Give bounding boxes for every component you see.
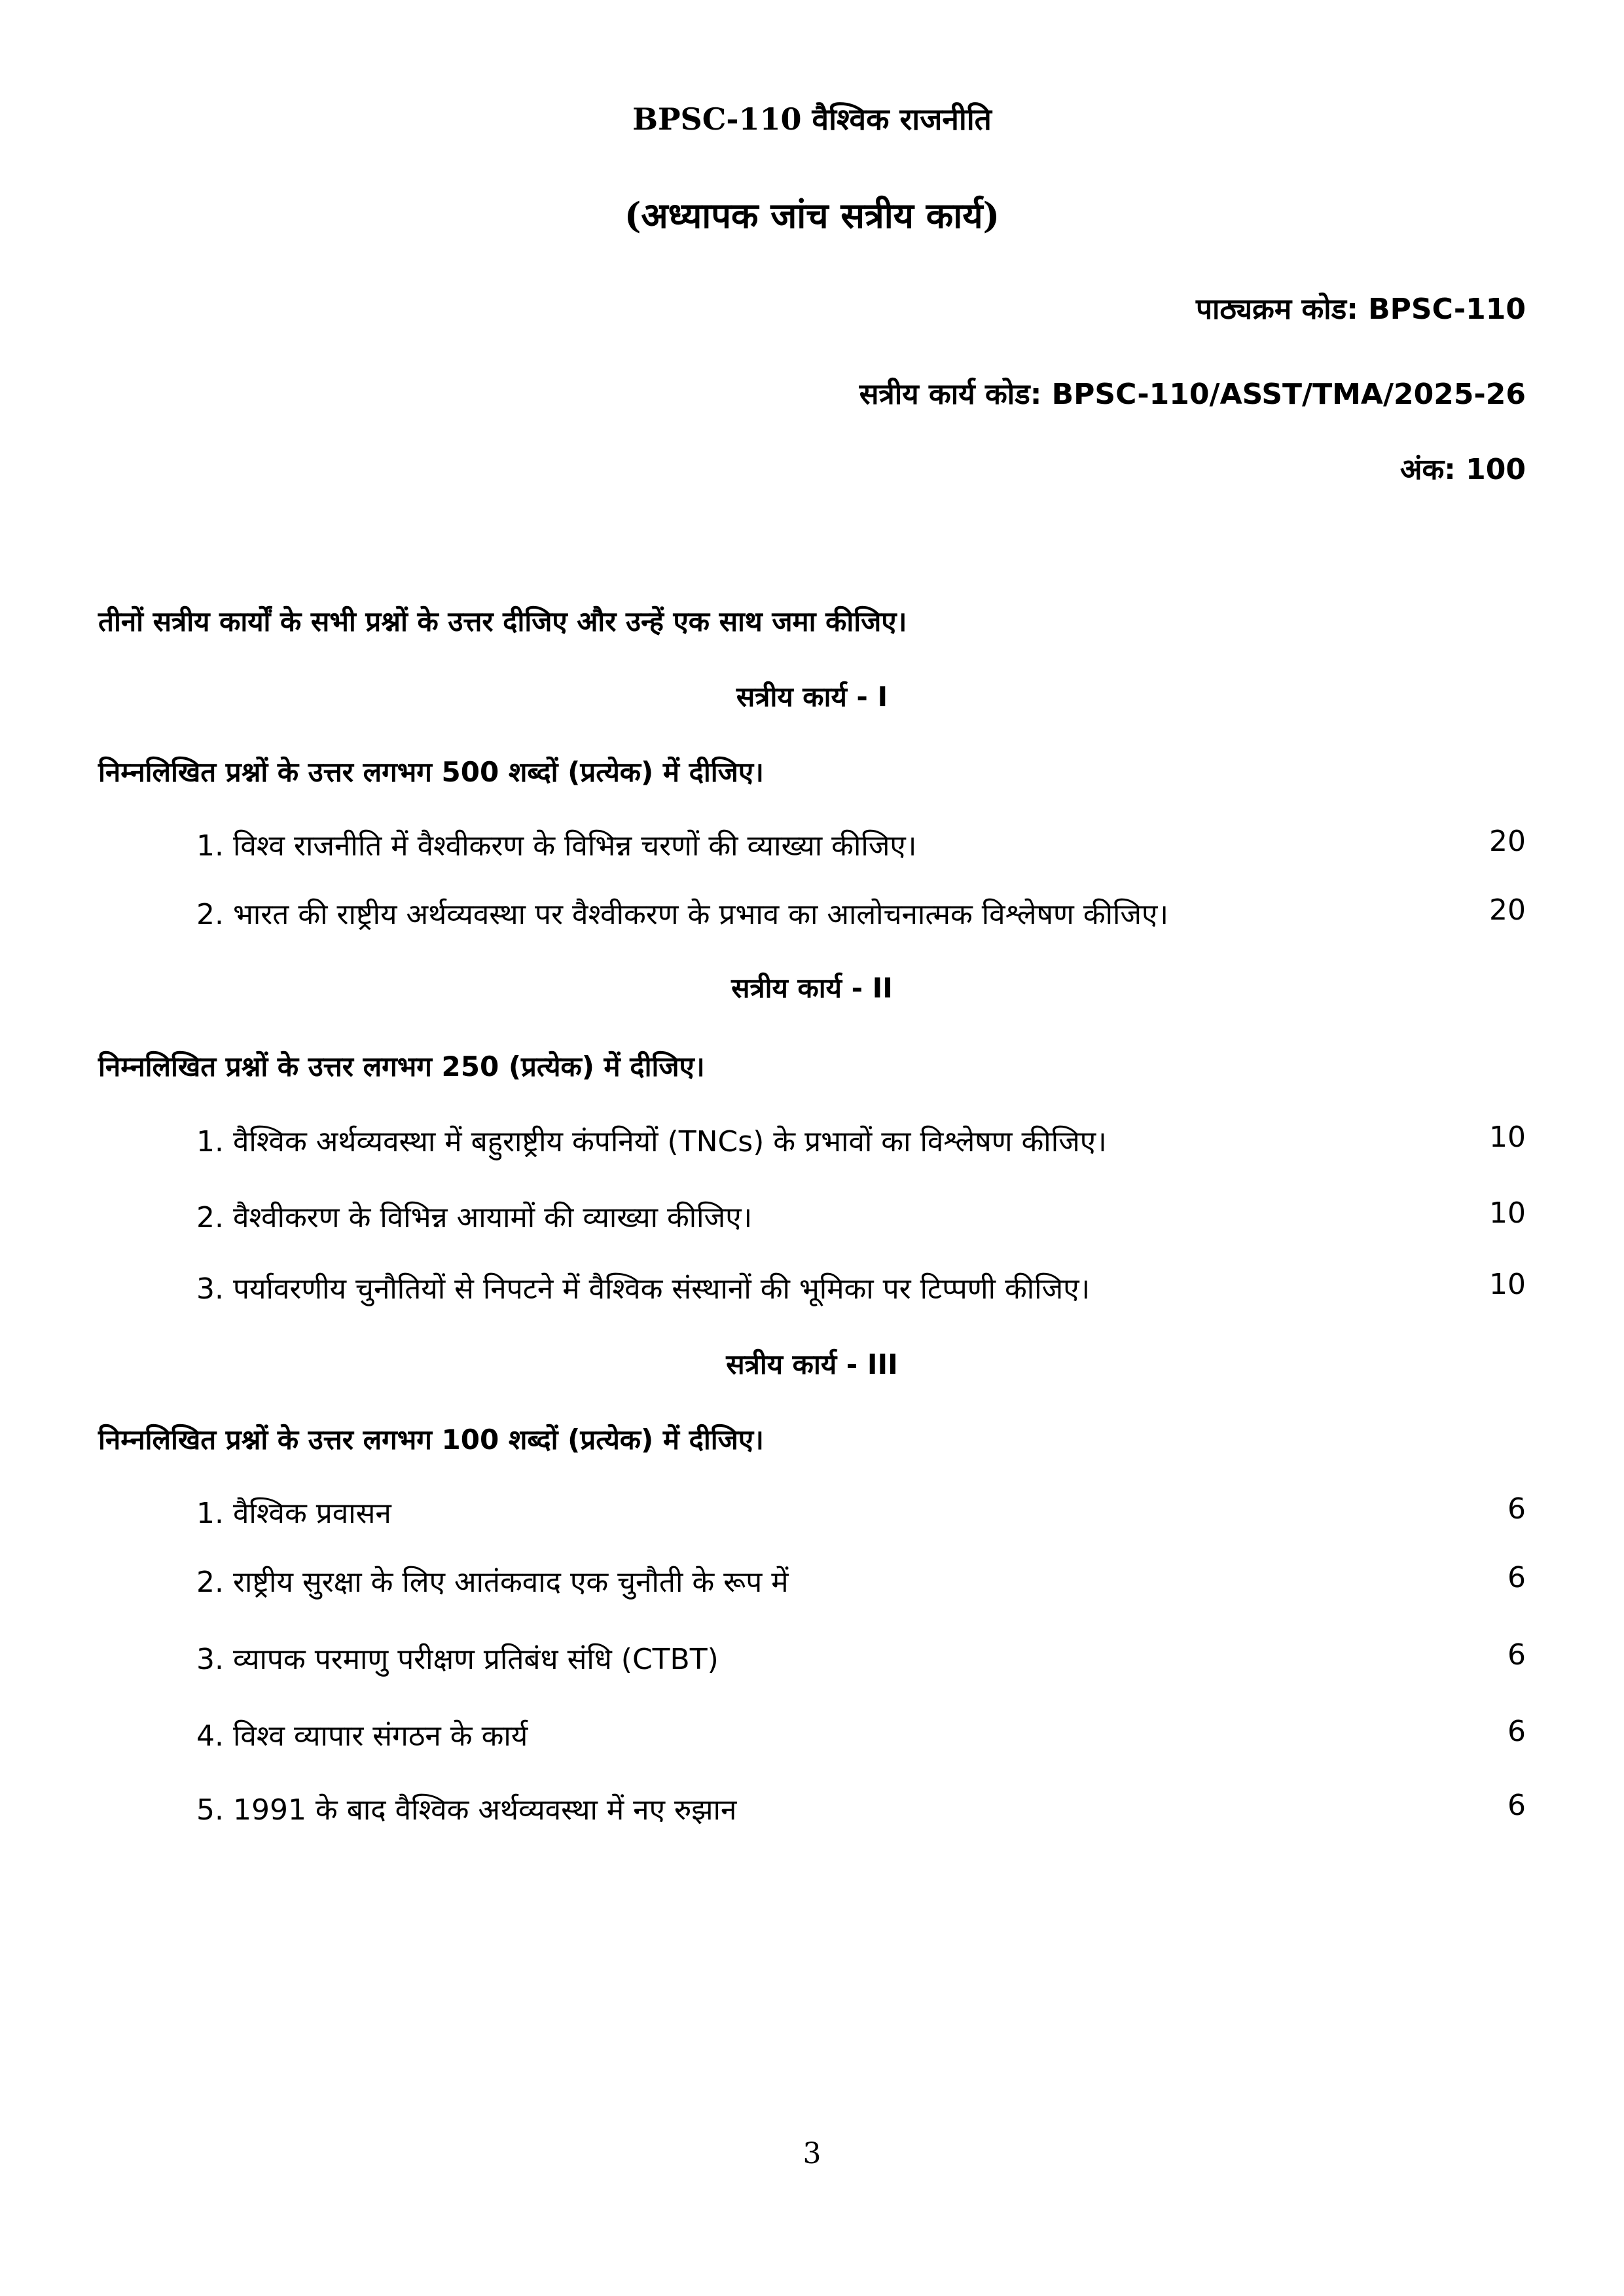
question-text: 1. वैश्विक अर्थव्यवस्था में बहुराष्ट्रीय कंपनियों (TNCs) के प्रभावों का विश्लेषण कीजिए। xyxy=(196,1125,1107,1158)
total-marks: अंक: 100 xyxy=(1399,453,1526,486)
section-heading: सत्रीय कार्य - II xyxy=(731,972,893,1004)
question-marks: 10 xyxy=(1489,1196,1526,1230)
question-text: 2. वैश्वीकरण के विभिन्न आयामों की व्याख्या कीजिए। xyxy=(196,1201,753,1234)
question-marks: 10 xyxy=(1489,1121,1526,1154)
question-marks: 20 xyxy=(1489,893,1526,927)
question-text: 3. व्यापक परमाणु परीक्षण प्रतिबंध संधि (CTBT) xyxy=(196,1643,719,1676)
document-subtitle: (अध्यापक जांच सत्रीय कार्य) xyxy=(624,194,1000,236)
section-heading: सत्रीय कार्य - I xyxy=(736,681,888,713)
question-marks: 20 xyxy=(1489,825,1526,858)
section-instruction: निम्नलिखित प्रश्नों के उत्तर लगभग 500 शब्दों (प्रत्येक) में दीजिए। xyxy=(98,756,764,788)
question-marks: 6 xyxy=(1507,1638,1526,1672)
question-text: 2. भारत की राष्ट्रीय अर्थव्यवस्था पर वैश्वीकरण के प्रभाव का आलोचनात्मक विश्लेषण कीजिए। xyxy=(196,898,1169,931)
assignment-code: सत्रीय कार्य कोड: BPSC-110/ASST/TMA/2025-26 xyxy=(859,378,1526,411)
question-marks: 10 xyxy=(1489,1268,1526,1301)
question-marks: 6 xyxy=(1507,1492,1526,1526)
document-title: BPSC-110 वैश्विक राजनीति xyxy=(632,101,992,137)
section-instruction: निम्नलिखित प्रश्नों के उत्तर लगभग 100 शब्दों (प्रत्येक) में दीजिए। xyxy=(98,1424,764,1456)
section-heading: सत्रीय कार्य - III xyxy=(726,1348,898,1380)
question-marks: 6 xyxy=(1507,1715,1526,1748)
question-marks: 6 xyxy=(1507,1789,1526,1822)
question-text: 2. राष्ट्रीय सुरक्षा के लिए आतंकवाद एक चुनौती के रूप में xyxy=(196,1566,789,1599)
general-instruction: तीनों सत्रीय कार्यों के सभी प्रश्नों के उत्तर दीजिए और उन्हें एक साथ जमा कीजिए। xyxy=(98,605,907,637)
question-text: 1. विश्व राजनीति में वैश्वीकरण के विभिन्न चरणों की व्याख्या कीजिए। xyxy=(196,829,917,863)
course-code: पाठ्यक्रम कोड: BPSC-110 xyxy=(1195,293,1526,326)
page-number: 3 xyxy=(803,2137,821,2170)
question-text: 4. विश्व व्यापार संगठन के कार्य xyxy=(196,1719,528,1753)
question-text: 5. 1991 के बाद वैश्विक अर्थव्यवस्था में नए रुझान xyxy=(196,1793,737,1827)
question-text: 3. पर्यावरणीय चुनौतियों से निपटने में वैश्विक संस्थानों की भूमिका पर टिप्पणी कीजिए। xyxy=(196,1272,1091,1306)
section-instruction: निम्नलिखित प्रश्नों के उत्तर लगभग 250 (प्रत्येक) में दीजिए। xyxy=(98,1050,705,1083)
question-marks: 6 xyxy=(1507,1561,1526,1594)
question-text: 1. वैश्विक प्रवासन xyxy=(196,1497,391,1530)
